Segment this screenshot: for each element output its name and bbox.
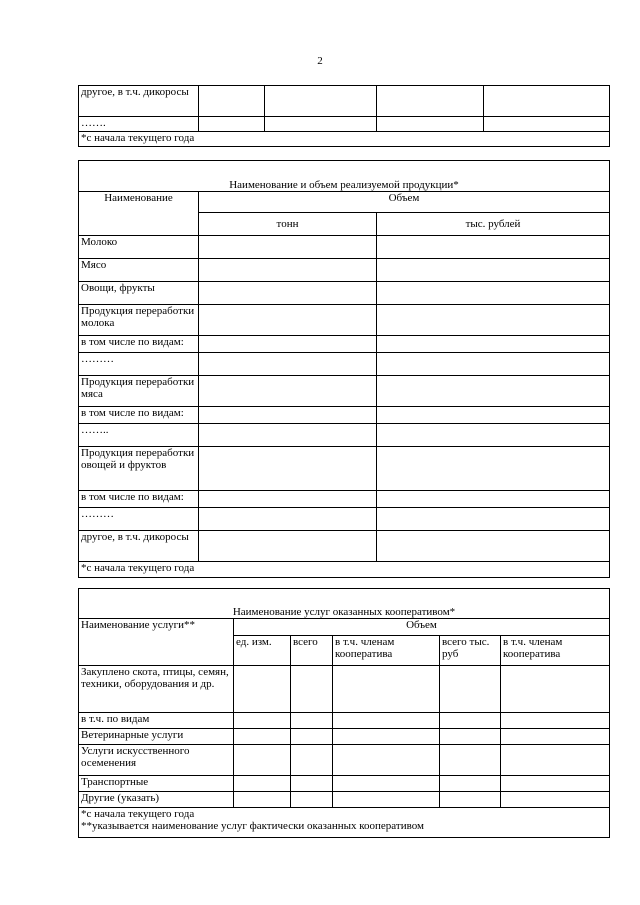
table-row xyxy=(79,745,610,776)
table-row xyxy=(79,259,610,282)
table-cell[interactable] xyxy=(501,666,610,713)
table-row xyxy=(79,729,610,745)
footnote: *с начала текущего года xyxy=(79,562,610,578)
services-table-title: Наименование услуг оказанных кооперативом* xyxy=(79,589,610,619)
table-row xyxy=(79,589,610,619)
table-cell[interactable] xyxy=(199,86,265,117)
row-label: в том числе по видам: xyxy=(79,407,199,424)
table-cell[interactable] xyxy=(440,792,501,808)
table-cell[interactable] xyxy=(234,792,291,808)
table-row xyxy=(79,508,610,531)
table-cell[interactable] xyxy=(199,491,377,508)
table-row xyxy=(79,353,610,376)
footnote: **указывается наименование услуг фактически оказанных кооперативом xyxy=(81,820,424,832)
table-header-row xyxy=(79,192,610,213)
row-label: другое, в т.ч. дикоросы xyxy=(79,531,199,562)
table-row xyxy=(79,236,610,259)
row-label: другое, в т.ч. дикоросы xyxy=(79,86,199,117)
row-label: ……. xyxy=(79,117,199,132)
column-header-members-rub: в т.ч. членам кооператива xyxy=(501,636,610,666)
row-label: Закуплено скота, птицы, семян, техники, оборудования и др. xyxy=(79,666,234,713)
table-cell[interactable] xyxy=(333,792,440,808)
table-row xyxy=(79,117,610,132)
table-cell[interactable] xyxy=(199,508,377,531)
table-cell[interactable] xyxy=(377,282,610,305)
table-cell[interactable] xyxy=(291,792,333,808)
column-header-volume: Объем xyxy=(199,192,610,213)
table-cell[interactable] xyxy=(234,776,291,792)
table-row xyxy=(79,132,610,147)
table-cell[interactable] xyxy=(377,336,610,353)
row-label: в том числе по видам: xyxy=(79,336,199,353)
table-cell[interactable] xyxy=(199,282,377,305)
table-cell[interactable] xyxy=(377,531,610,562)
top-table xyxy=(78,85,610,147)
table-cell[interactable] xyxy=(333,713,440,729)
row-label: …….. xyxy=(79,424,199,447)
table-cell[interactable] xyxy=(199,424,377,447)
column-header-unit: ед. изм. xyxy=(234,636,291,666)
table-cell[interactable] xyxy=(199,353,377,376)
table-cell[interactable] xyxy=(333,776,440,792)
table-cell[interactable] xyxy=(440,713,501,729)
footnote: *с начала текущего года xyxy=(81,808,195,820)
row-label: в т.ч. по видам xyxy=(79,713,234,729)
services-table xyxy=(78,588,610,838)
column-header-members: в т.ч. членам кооператива xyxy=(333,636,440,666)
table-cell[interactable] xyxy=(440,776,501,792)
table-cell[interactable] xyxy=(484,117,610,132)
table-cell[interactable] xyxy=(377,353,610,376)
row-label: в том числе по видам: xyxy=(79,491,199,508)
table-cell[interactable] xyxy=(199,447,377,491)
table-row xyxy=(79,666,610,713)
table-row xyxy=(79,282,610,305)
table-cell[interactable] xyxy=(377,447,610,491)
top-table-block xyxy=(78,85,609,147)
row-label: Продукция переработки мяса xyxy=(79,376,199,407)
table-row xyxy=(79,407,610,424)
table-row xyxy=(79,424,610,447)
footnote: *с начала текущего года xyxy=(79,132,610,147)
table-cell[interactable] xyxy=(333,666,440,713)
table-cell[interactable] xyxy=(265,86,377,117)
row-label: Овощи, фрукты xyxy=(79,282,199,305)
footnotes xyxy=(79,808,610,838)
row-label: Продукция переработки овощей и фруктов xyxy=(79,447,199,491)
table-cell[interactable] xyxy=(199,531,377,562)
table-cell[interactable] xyxy=(377,407,610,424)
table-cell[interactable] xyxy=(377,117,484,132)
column-header-name: Наименование xyxy=(79,192,199,236)
table-row xyxy=(79,776,610,792)
row-label: Ветеринарные услуги xyxy=(79,729,234,745)
table-cell[interactable] xyxy=(199,236,377,259)
row-label: ……… xyxy=(79,353,199,376)
table-cell[interactable] xyxy=(291,666,333,713)
table-row xyxy=(79,562,610,578)
sales-table-block xyxy=(78,160,609,578)
table-row xyxy=(79,161,610,192)
table-cell[interactable] xyxy=(291,776,333,792)
table-cell[interactable] xyxy=(199,117,265,132)
table-cell[interactable] xyxy=(199,376,377,407)
table-cell[interactable] xyxy=(199,259,377,282)
table-cell[interactable] xyxy=(377,305,610,336)
table-cell[interactable] xyxy=(265,117,377,132)
row-label: ……… xyxy=(79,508,199,531)
table-row xyxy=(79,336,610,353)
table-cell[interactable] xyxy=(377,424,610,447)
table-cell[interactable] xyxy=(291,713,333,729)
table-cell[interactable] xyxy=(484,86,610,117)
table-row xyxy=(79,376,610,407)
table-cell[interactable] xyxy=(501,745,610,776)
table-cell[interactable] xyxy=(234,666,291,713)
sales-table-title: Наименование и объем реализуемой продукции* xyxy=(79,161,610,192)
table-header-row xyxy=(79,619,610,636)
table-cell[interactable] xyxy=(234,713,291,729)
table-cell[interactable] xyxy=(377,259,610,282)
column-header-tons: тонн xyxy=(199,213,377,236)
column-header-service-name: Наименование услуги** xyxy=(79,619,234,666)
table-cell[interactable] xyxy=(333,745,440,776)
table-cell[interactable] xyxy=(377,86,484,117)
table-row xyxy=(79,713,610,729)
row-label: Услуги искусственного осеменения xyxy=(79,745,234,776)
table-cell[interactable] xyxy=(440,729,501,745)
table-row xyxy=(79,86,610,117)
table-cell[interactable] xyxy=(501,713,610,729)
table-row xyxy=(79,305,610,336)
table-cell[interactable] xyxy=(291,729,333,745)
table-row xyxy=(79,531,610,562)
table-cell[interactable] xyxy=(199,305,377,336)
table-cell[interactable] xyxy=(377,376,610,407)
table-cell[interactable] xyxy=(377,491,610,508)
table-cell[interactable] xyxy=(440,666,501,713)
page-number: 2 xyxy=(317,55,323,67)
table-row xyxy=(79,491,610,508)
table-row xyxy=(79,808,610,838)
row-label: Продукция переработки молока xyxy=(79,305,199,336)
services-table-block xyxy=(78,588,609,838)
sales-table xyxy=(78,160,610,578)
row-label: Мясо xyxy=(79,259,199,282)
table-cell[interactable] xyxy=(501,776,610,792)
table-cell[interactable] xyxy=(377,236,610,259)
table-cell[interactable] xyxy=(440,745,501,776)
table-cell[interactable] xyxy=(234,729,291,745)
table-cell[interactable] xyxy=(199,407,377,424)
table-row xyxy=(79,792,610,808)
table-cell[interactable] xyxy=(501,729,610,745)
table-row xyxy=(79,447,610,491)
row-label: Молоко xyxy=(79,236,199,259)
table-cell[interactable] xyxy=(291,745,333,776)
column-header-rub: тыс. рублей xyxy=(377,213,610,236)
table-cell[interactable] xyxy=(234,745,291,776)
table-cell[interactable] xyxy=(199,336,377,353)
row-label: Другие (указать) xyxy=(79,792,234,808)
table-cell[interactable] xyxy=(377,508,610,531)
table-cell[interactable] xyxy=(501,792,610,808)
column-header-total: всего xyxy=(291,636,333,666)
row-label: Транспортные xyxy=(79,776,234,792)
column-header-total-rub: всего тыс. руб xyxy=(440,636,501,666)
table-cell[interactable] xyxy=(333,729,440,745)
column-header-volume: Объем xyxy=(234,619,610,636)
